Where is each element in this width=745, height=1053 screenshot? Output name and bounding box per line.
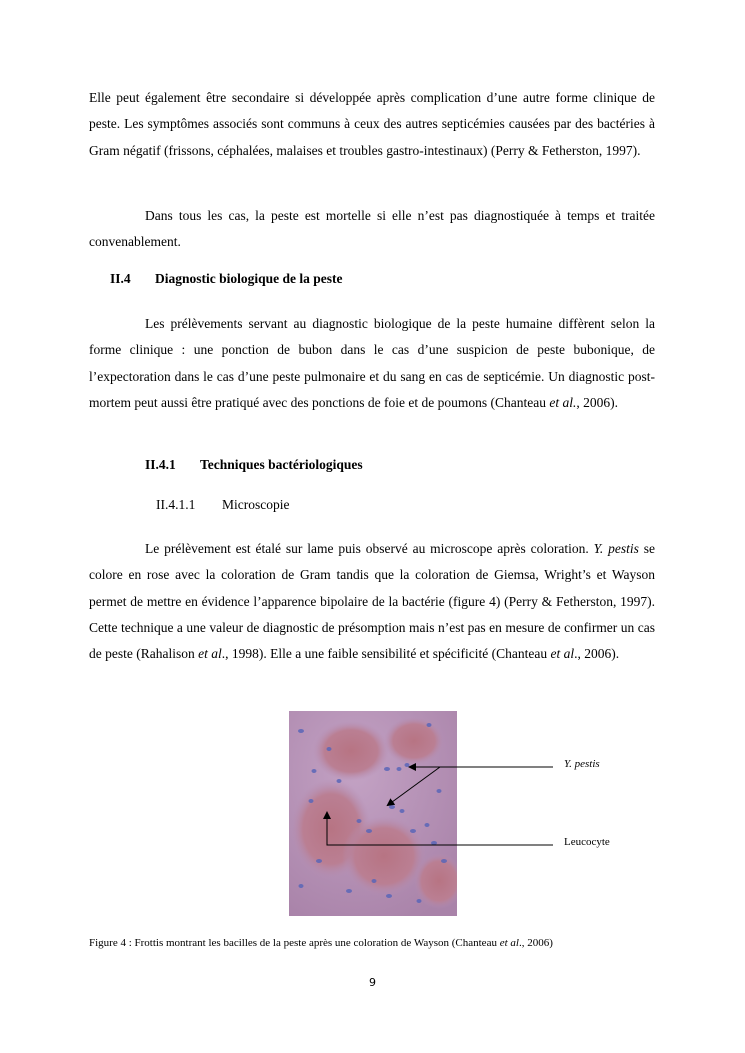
section-title: Microscopie [222,497,290,512]
citation-etal: et al [499,937,519,949]
citation-etal: et al [198,646,222,662]
paragraph-text: Les prélèvements servant au diagnostic biologique de la peste humaine diffèrent selon la forme clinique : une ponction de bubon dans le cas d’une suspicion de peste bubonique, de l’expectoration dans le cas d’une peste pulmonaire et du sang en cas de septicémie. Un diagnostic post-mortem peut aussi être pratiqué avec des ponctions de foie et de poumons (Chanteau [89,316,655,410]
caption-text: Figure 4 : Frottis montrant les bacilles de la peste après une coloration de Wayson (Chanteau [89,937,500,949]
section-number: II.4.1.1 [156,497,196,512]
arrow-leucocyte [327,813,553,845]
caption-text: ., 2006) [518,937,553,949]
paragraph-text: Le prélèvement est étalé sur lame puis observé au microscope après coloration. [145,541,594,556]
paragraph-text: ., 2006). [574,646,620,662]
page-number: 9 [369,976,376,989]
citation-etal: et al [550,646,575,662]
paragraph-text: Dans tous les cas, la peste est mortelle si elle n’est pas diagnostiquée à temps et traitée convenablement. [89,208,655,250]
paragraph-text: ., 1998). Elle a une faible sensibilité et spécificité (Chanteau [221,646,551,662]
section-number: II.4 [110,271,131,286]
figure-label-leucocyte: Leucocyte [564,836,610,848]
section-title: Diagnostic biologique de la peste [155,271,343,286]
section-number: II.4.1 [145,457,176,472]
paragraph-text: , 2006). [576,394,618,410]
section-title: Techniques bactériologiques [200,457,363,472]
paragraph-text: Elle peut également être secondaire si développée après complication d’une autre forme clinique de peste. Les symptômes associés sont communs à ceux des autres septicémies causées par des bactéries à Gram négatif (frissons, céphalées, malaises et troubles gastro-intestinaux) (Perry & Fetherston, 1997). [89,90,655,158]
arrow-bacteria-2 [388,767,440,805]
species-name: Y. pestis [593,541,639,556]
citation-etal: et al. [549,394,577,410]
figure-label-bacteria: Y. pestis [564,758,600,770]
paragraph-text: se colore en rose avec la coloration de Gram tandis que la coloration de Giemsa, Wright’s et Wayson permet de mettre en évidence l’apparence bipolaire de la bactérie (figure 4) (Perry & Fetherston, 1997). Cette technique a une valeur de diagnostic de présomption mais n’est pas en mesure de confirmer un cas de peste (Rahalison [89,541,655,662]
figure-caption [89,937,553,949]
